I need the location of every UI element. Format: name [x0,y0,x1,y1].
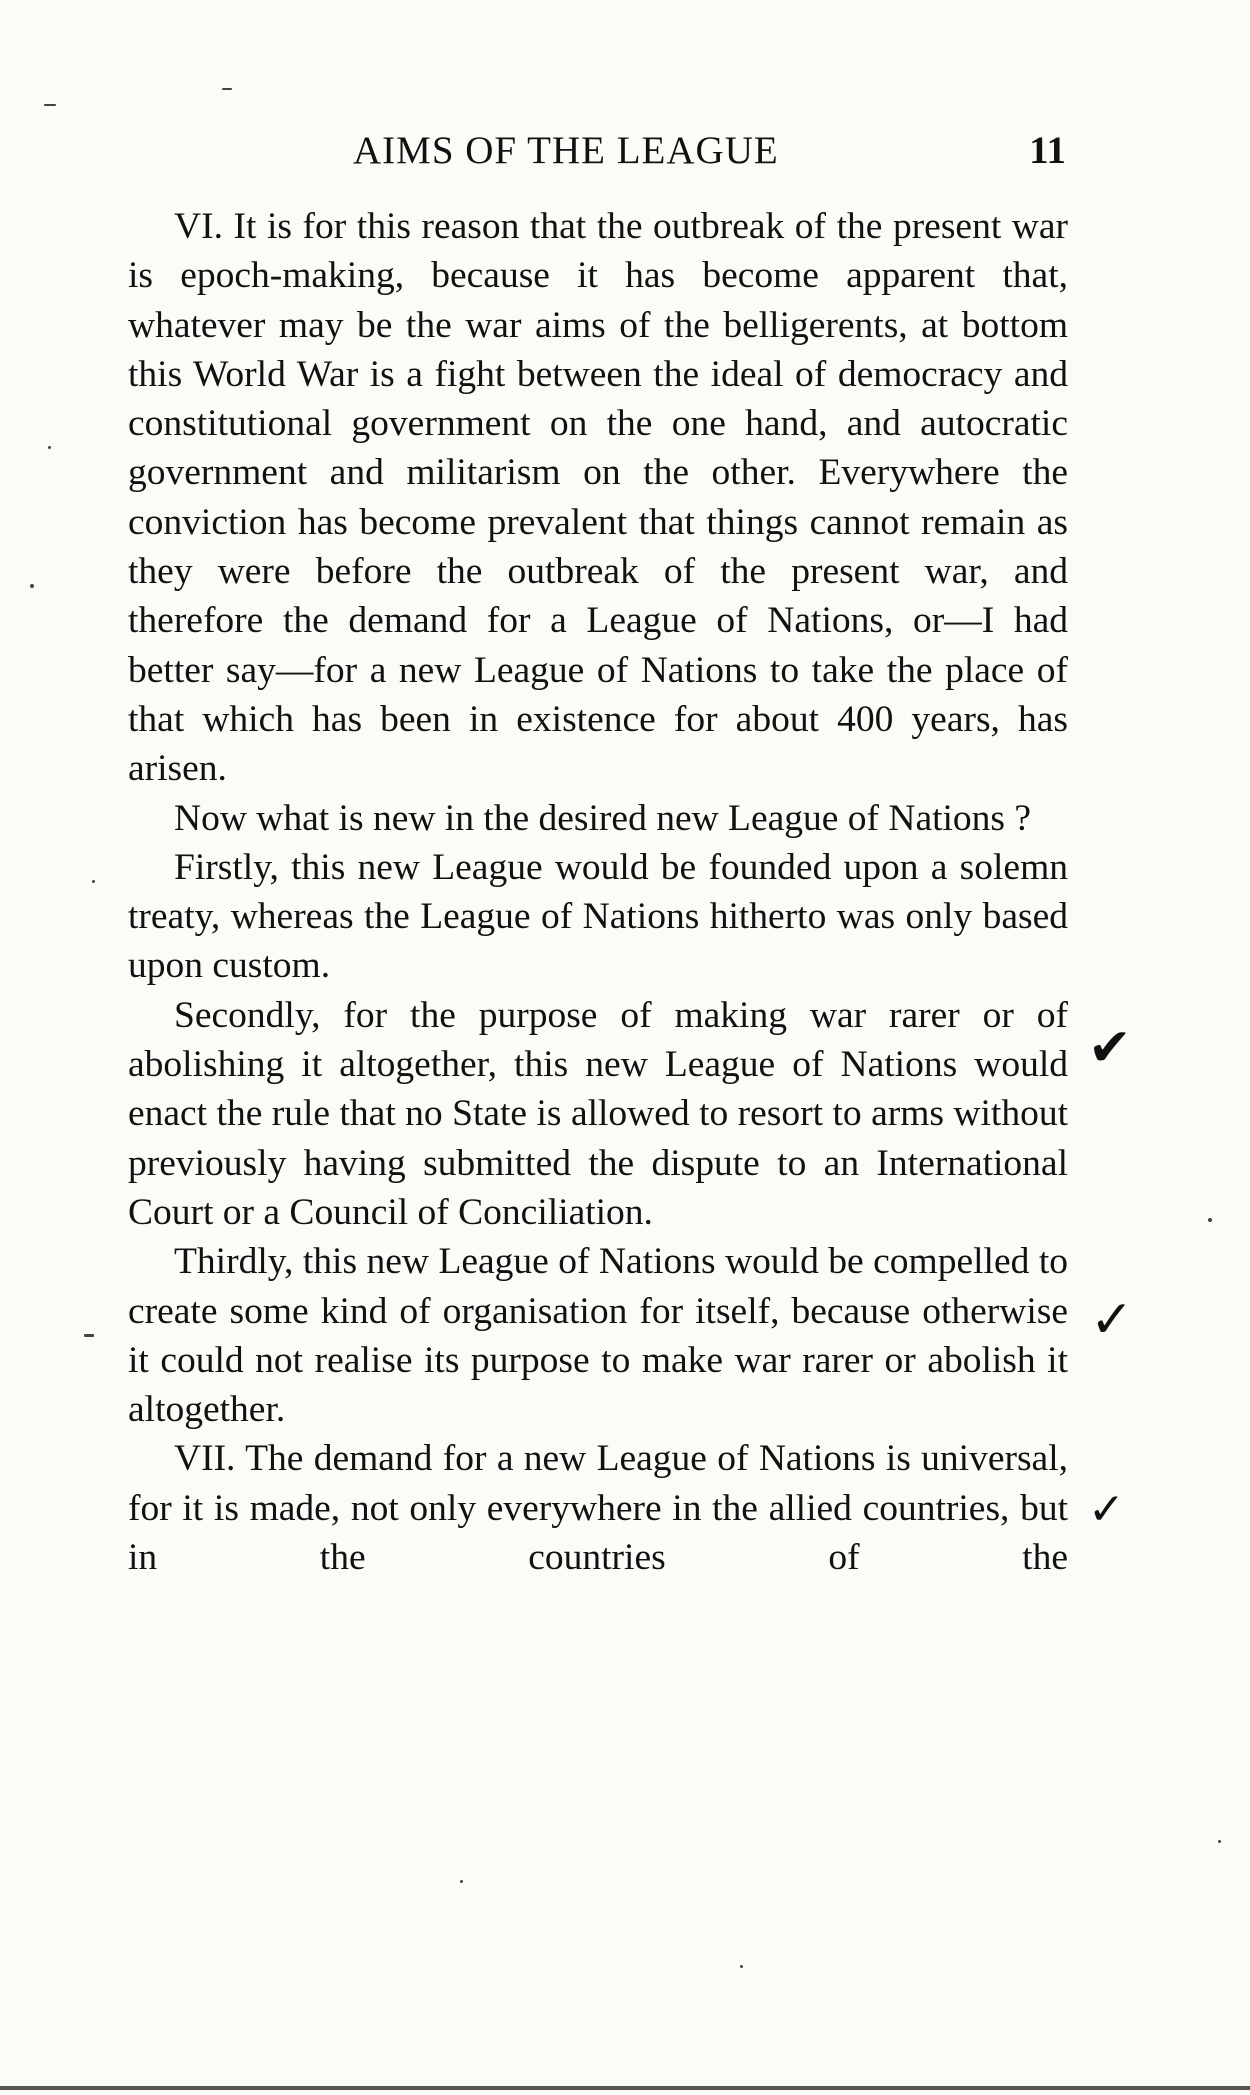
body-text [128,202,1068,1582]
paragraph-question: Now what is new in the desired new League of Nations ? [174,797,1032,839]
paper-speck [48,446,51,449]
paper-speck [30,584,34,588]
paper-speck [460,1880,463,1883]
running-head: AIMS OF THE LEAGUE [353,129,779,172]
paragraph-vii: VII. The demand for a new League of Nations is universal, for it is made, not only everywhere in the allied countries, but in the countries of the [128,1438,1068,1579]
paragraph-thirdly: Thirdly, this new League of Nations would be compelled to create some kind of organisation for itself, because otherwise it could not realise its purpose to make war rarer or abolish it altogether. [128,1241,1068,1431]
paragraph-firstly: Firstly, this new League would be founded upon a solemn treaty, whereas the League of Nations hitherto was only based upon custom. [128,846,1068,987]
paragraph-vi: VI. It is for this reason that the outbreak of the present war is epoch-making, because it has become apparent that, whatever may be the war aims of the belligerents, at bottom this World War is a fight between the ideal of democracy and constitutional government on the one hand, and autocratic government and militarism on the other. Everywhere the conviction has become prevalent that things cannot remain as they were before the outbreak of the present war, and therefore the demand for a League of Nations, or—I had better say—for a new League of Nations to take the place of that which has been in existence for about 400 years, has arisen. [128,206,1068,790]
paper-speck [222,88,232,90]
paper-speck [1218,1840,1221,1843]
page-header [128,128,1068,178]
margin-checkmark-icon: ✔ [1088,1018,1132,1078]
page-number: 11 [1029,129,1066,172]
margin-checkmark-icon: ✓ [1090,1290,1134,1350]
paper-speck [84,1334,94,1337]
paper-speck [1208,1218,1212,1222]
paper-speck [44,104,56,106]
margin-checkmark-icon: ✓ [1088,1484,1125,1535]
paper-speck [740,1965,743,1968]
page-bottom-edge [0,2086,1250,2090]
paragraph-secondly: Secondly, for the purpose of making war rarer or of abolishing it altogether, this new League of Nations would enact the rule that no State is allowed to resort to arms without previously having submitted the dispute to an International Court or a Council of Conciliation. [128,994,1068,1233]
paper-speck [92,880,95,883]
